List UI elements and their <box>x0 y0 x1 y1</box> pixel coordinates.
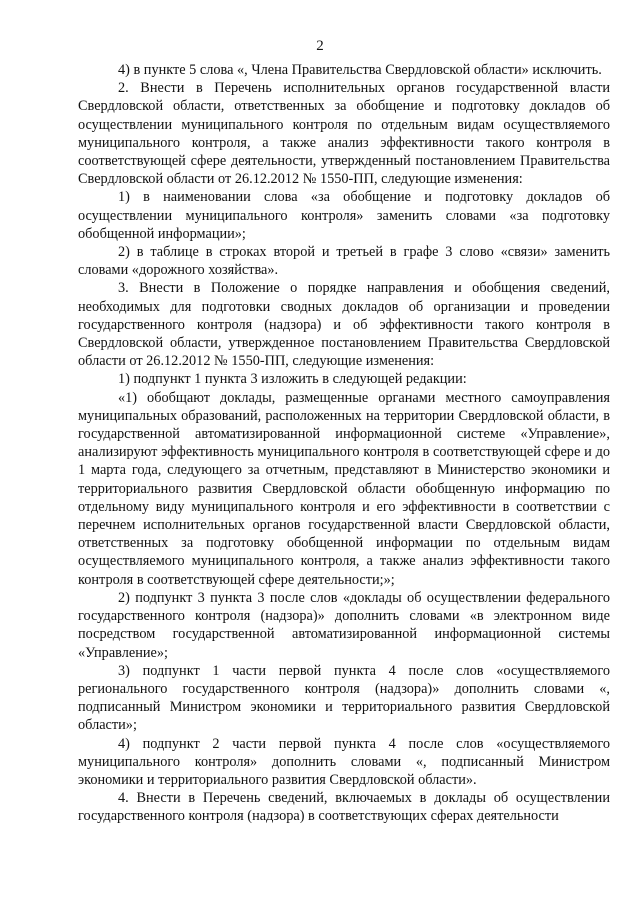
paragraph-item-4-exclude: 4) в пункте 5 слова «, Члена Правительства Свердловской области» исключить. <box>118 62 602 78</box>
paragraph-section-4: 4. Внести в Перечень сведений, включаемых в доклады об осуществлении государственного контроля (надзора) в соответствующих сферах деятельности <box>78 790 610 825</box>
paragraph-section-2-item-2: 2) в таблице в строках второй и третьей в графе 3 слово «связи» заменить словами «дорожного хозяйства». <box>78 244 610 279</box>
paragraph-section-3-item-4: 4) подпункт 2 части первой пункта 4 после слов «осуществляемого муниципального контроля» дополнить словами «, подписанный Министром экономики и территориального развития Свердловской области». <box>78 735 610 788</box>
page-number: 2 <box>316 38 324 54</box>
paragraph-quoted-subitem-1: «1) обобщают доклады, размещенные органами местного самоуправления муниципальных образований, расположенных на территории Свердловской области, в государственной автоматизированной информационной системе «Управление», анализируют эффективность муниципального контроля в соответствующей сфере и до 1 марта года, следующего за отчетным, представляют в Министерство экономики и территориального развития Свердловской области обобщенную информацию по отдельному виду муниципального контроля и его эффективности в соответствии с перечнем исполнительных органов государственной власти Свердловской области, ответственных за подготовку обобщенной информации по отдельным видам осуществляемого муниципального контроля, а также анализ эффективности такого контроля в соответствующей сфере деятельности;»; <box>78 389 610 588</box>
paragraph-section-3-item-1: 1) подпункт 1 пункта 3 изложить в следующей редакции: <box>118 371 467 388</box>
paragraph-section-3-item-2: 2) подпункт 3 пункта 3 после слов «доклады об осуществлении федерального государственного контроля (надзора)» дополнить словами «в электронном виде посредством государственной автоматизированной информационной системы «Управление»; <box>78 589 610 661</box>
paragraph-section-3: 3. Внести в Положение о порядке направления и обобщения сведений, необходимых для подготовки сводных докладов об организации и проведении государственного контроля (надзора) и об эффективности такого контроля в Свердловской области, утвержденное постановлением Правительства Свердловской области от 26.12.2012 № 1550-ПП, следующие изменения: <box>78 280 610 370</box>
paragraph-section-3-item-3: 3) подпункт 1 части первой пункта 4 после слов «осуществляемого регионального государственного контроля (надзора)» дополнить словами «, подписанный Министром экономики и территориального развития Свердловской области»; <box>78 662 610 734</box>
paragraph-section-2: 2. Внести в Перечень исполнительных органов государственной власти Свердловской области, ответственных за обобщение и подготовку докладов об осуществлении муниципального контроля по отдельным видам осуществляемого муниципального контроля, а также анализ эффективности такого контроля в соответствующей сфере деятельности, утвержденный постановлением Правительства Свердловской области от 26.12.2012 № 1550-ПП, следующие изменения: <box>78 80 610 188</box>
document-body <box>78 61 610 826</box>
paragraph-section-2-item-1: 1) в наименовании слова «за обобщение и подготовку докладов об осуществлении муниципального контроля» заменить словами «за подготовку обобщенной информации»; <box>78 189 610 242</box>
